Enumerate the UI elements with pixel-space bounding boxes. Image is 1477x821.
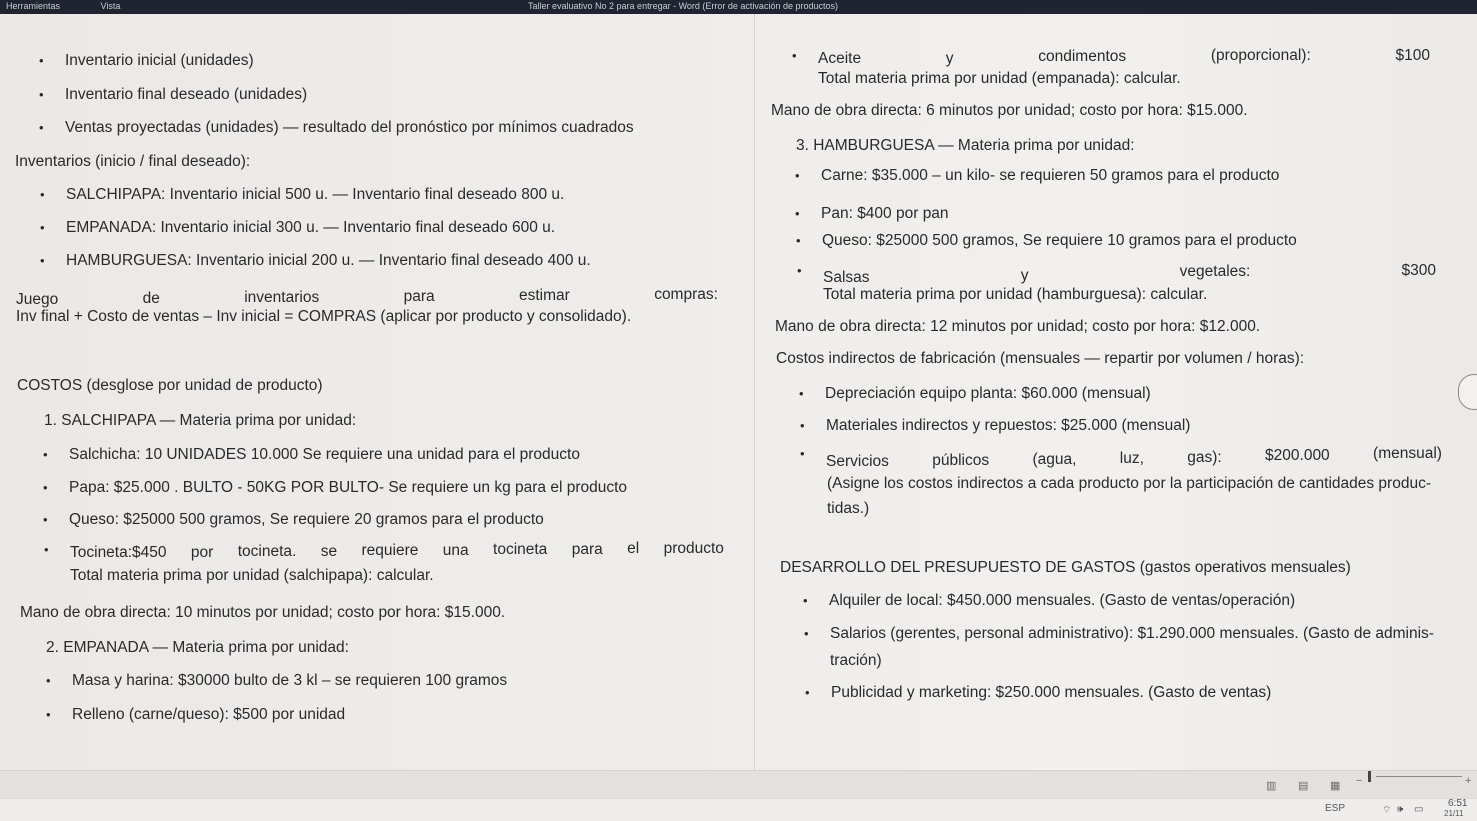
word: compras: (654, 286, 718, 303)
word: vegetales: (1179, 263, 1251, 280)
line-alquiler: • Alquiler de local: $450.000 mensuales. (Gasto de ventas/operación) (829, 592, 1295, 610)
line-inv-salchipapa: • SALCHIPAPA: Inventario inicial 500 u. — Inventario final deseado 800 u. (66, 186, 564, 204)
word: de (142, 290, 160, 307)
word: se (320, 543, 338, 560)
column-divider (754, 14, 755, 770)
line-asigne-costos-cont: tidas.) (827, 500, 870, 517)
word: para (571, 541, 603, 558)
document-page (0, 14, 1477, 770)
heading-costos-indirectos: Costos indirectos de fabricación (mensuales — repartir por volumen / horas): (776, 350, 1305, 367)
line-inventario-inicial: • Inventario inicial (unidades) (65, 52, 254, 70)
line-pan: • Pan: $400 por pan (821, 205, 949, 223)
read-mode-icon[interactable]: ▥ (1266, 780, 1277, 792)
heading-presupuesto-gastos: DESARROLLO DEL PRESUPUESTO DE GASTOS (gastos operativos mensuales) (780, 559, 1351, 576)
line-materiales-indirectos: • Materiales indirectos y repuestos: $25.000 (mensual) (826, 417, 1190, 435)
word: y (945, 50, 954, 67)
word: requiere (361, 542, 419, 559)
line-salsas-vegetales (823, 262, 1436, 286)
word: (mensual) (1373, 445, 1442, 462)
line-carne: • Carne: $35.000 – un kilo- se requieren 50 gramos para el producto (821, 167, 1279, 185)
pane-expand-handle[interactable] (1458, 374, 1477, 410)
line-salarios-cont: tración) (830, 652, 882, 669)
word: públicos (932, 452, 990, 469)
line-queso-salchipapa: • Queso: $25000 500 gramos, Se requiere 20 gramos para el producto (69, 511, 544, 529)
line-asigne-costos: (Asigne los costos indirectos a cada producto por la participación de cantidades produc- (827, 475, 1431, 492)
language-indicator[interactable]: ESP (1325, 803, 1346, 814)
line-inv-hamburguesa: • HAMBURGUESA: Inventario inicial 200 u. — Inventario final deseado 400 u. (66, 252, 591, 270)
word: el (627, 540, 640, 557)
zoom-out-icon[interactable]: − (1356, 775, 1363, 787)
line-total-empanada: Total materia prima por unidad (empanada): calcular. (818, 70, 1181, 87)
word: Juego (16, 291, 59, 308)
heading-inventarios: Inventarios (inicio / final deseado): (15, 153, 251, 170)
battery-icon[interactable]: ▭ (1414, 804, 1424, 815)
line-salchicha: • Salchicha: 10 UNIDADES 10.000 Se requiere una unidad para el producto (69, 446, 580, 464)
heading-costos: COSTOS (desglose por unidad de producto) (17, 377, 323, 394)
line-masa-harina: • Masa y harina: $30000 bulto de 3 kl – se requieren 100 gramos (72, 672, 507, 690)
word: inventarios (244, 289, 320, 306)
line-mano-obra-salchipapa: Mano de obra directa: 10 minutos por unidad; costo por hora: $15.000. (20, 604, 506, 621)
word: $200.000 (1265, 447, 1330, 464)
line-total-hamburguesa: Total materia prima por unidad (hamburguesa): calcular. (823, 286, 1208, 303)
menu-vista[interactable]: Vista (100, 1, 121, 11)
word: por (190, 544, 214, 561)
line-mano-obra-empanada: Mano de obra directa: 6 minutos por unidad; costo por hora: $15.000. (771, 102, 1248, 119)
word: • Salsas (823, 269, 870, 286)
volume-icon[interactable]: 🕪 (1397, 804, 1404, 815)
word: condimentos (1038, 48, 1127, 65)
line-depreciacion: • Depreciación equipo planta: $60.000 (mensual) (825, 385, 1151, 403)
line-juego-inventarios (16, 286, 718, 308)
word: (proporcional): (1210, 47, 1311, 64)
line-relleno: • Relleno (carne/queso): $500 por unidad (72, 706, 345, 724)
word: gas): (1187, 449, 1222, 466)
clock-date[interactable]: 21/11 (1444, 809, 1464, 818)
word: luz, (1119, 450, 1144, 467)
zoom-slider-thumb[interactable] (1368, 771, 1371, 782)
line-formula-compras: Inv final + Costo de ventas – Inv inicial = COMPRAS (aplicar por producto y consolidado). (16, 308, 632, 325)
menu-bar (6, 1, 158, 11)
web-layout-icon[interactable]: ▦ (1330, 780, 1341, 792)
zoom-in-icon[interactable]: + (1465, 775, 1472, 787)
word: (agua, (1032, 451, 1077, 468)
word: y (1020, 267, 1029, 284)
word: • Tocineta:$450 (70, 544, 167, 561)
clock-time[interactable]: 6:51 (1448, 798, 1468, 809)
line-total-salchipapa: Total materia prima por unidad (salchipapa): calcular. (70, 567, 434, 584)
line-servicios-publicos (826, 445, 1442, 470)
line-papa: • Papa: $25.000 . BULTO - 50KG POR BULTO- Se requiere un kg para el producto (69, 479, 627, 497)
line-inventario-final: • Inventario final deseado (unidades) (65, 86, 307, 104)
title-bar (0, 0, 1477, 14)
line-ventas-proyectadas: • Ventas proyectadas (unidades) — resultado del pronóstico por mínimos cuadrados (65, 119, 634, 137)
word: tocineta. (237, 543, 297, 560)
word: • Aceite (818, 50, 862, 67)
word: $300 (1401, 262, 1436, 279)
word: una (442, 542, 469, 559)
document-title: Taller evaluativo No 2 para entregar - Word (Error de activación de productos) (528, 1, 838, 11)
line-queso-hamburguesa: • Queso: $25000 500 gramos, Se requiere 10 gramos para el producto (822, 232, 1297, 250)
taskbar (0, 798, 1477, 821)
word: para (403, 288, 435, 305)
network-icon[interactable]: ⌔ (1382, 805, 1392, 816)
line-aceite-condimentos (818, 47, 1430, 65)
word: • Servicios (826, 453, 889, 470)
line-publicidad: • Publicidad y marketing: $250.000 mensuales. (Gasto de ventas) (831, 684, 1271, 702)
line-salarios: • Salarios (gerentes, personal administrativo): $1.290.000 mensuales. (Gasto de adminis- (830, 625, 1434, 643)
word: producto (663, 540, 724, 557)
print-layout-icon[interactable]: ▤ (1298, 780, 1309, 792)
word: estimar (518, 287, 570, 304)
status-bar (0, 770, 1477, 799)
word: tocineta (493, 541, 548, 558)
line-inv-empanada: • EMPANADA: Inventario inicial 300 u. — Inventario final deseado 600 u. (66, 219, 555, 237)
heading-empanada: 2. EMPANADA — Materia prima por unidad: (46, 639, 349, 656)
menu-herramientas[interactable]: Herramientas (6, 1, 61, 11)
heading-salchipapa: 1. SALCHIPAPA — Materia prima por unidad: (44, 412, 357, 429)
line-tocineta (70, 541, 724, 559)
line-mano-obra-hamburguesa: Mano de obra directa: 12 minutos por unidad; costo por hora: $12.000. (775, 318, 1261, 335)
word: $100 (1395, 47, 1430, 64)
heading-hamburguesa: 3. HAMBURGUESA — Materia prima por unidad: (796, 137, 1135, 154)
zoom-slider[interactable] (1376, 776, 1462, 777)
